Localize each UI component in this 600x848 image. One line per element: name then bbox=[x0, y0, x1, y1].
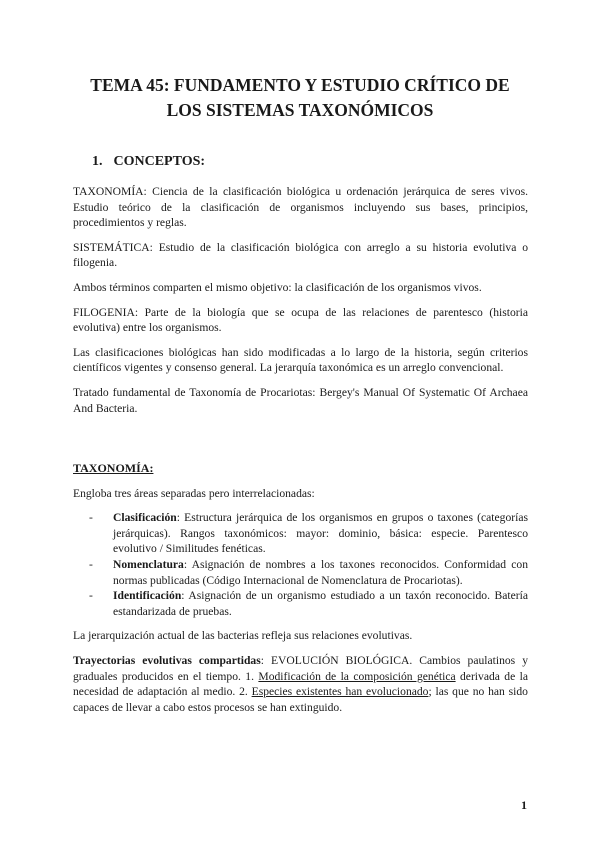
title-line-1: TEMA 45: FUNDAMENTO Y ESTUDIO CRÍTICO DE bbox=[90, 75, 510, 95]
section-heading-conceptos bbox=[92, 154, 205, 170]
taxonomia-heading: TAXONOMÍA: bbox=[73, 461, 154, 475]
conceptos-body bbox=[73, 184, 528, 425]
bullet-dash: - bbox=[89, 511, 93, 525]
bullet-dash: - bbox=[89, 557, 93, 571]
definition: : Asignación de nombres a los taxones reconocidos. Conformidad con normas publicadas (Código Internacional de Nomenclatura de Procariotas). bbox=[113, 557, 528, 587]
text-part: derivada de la necesidad de adaptación al medio. 2. bbox=[73, 669, 529, 699]
taxonomia-intro: Engloba tres áreas separadas pero interrelacionadas: bbox=[73, 486, 315, 500]
paragraph-tratado: Tratado fundamental de Taxonomía de Procariotas: Bergey's Manual Of Systematic Of Archaea And Bacteria. bbox=[73, 385, 528, 415]
page-title bbox=[60, 73, 540, 123]
definition: : Estructura jerárquica de los organismos en grupos o taxones (categorías jerárquicas). Rangos taxonómicos: mayor: dominio, básica: especie. Parentesco evolutivo / Similitudes fenéticas. bbox=[113, 511, 528, 556]
bullet-dash: - bbox=[89, 589, 93, 603]
section-number: 1. bbox=[92, 154, 103, 169]
list-item-clasificacion bbox=[73, 510, 528, 557]
term: Clasificación bbox=[113, 511, 177, 525]
taxonomia-section bbox=[73, 461, 528, 724]
paragraph-sistematica: SISTEMÁTICA: Estudio de la clasificación biológica con arreglo a su historia evolutiva o filogenia. bbox=[73, 240, 528, 270]
paragraph-trayectorias bbox=[73, 653, 528, 715]
underlined-text: Especies existentes han evolucionado bbox=[251, 685, 429, 699]
paragraph-taxonomia: TAXONOMÍA: Ciencia de la clasificación biológica u ordenación jerárquica de seres vivos. Estudio teórico de la clasificación de organismos incluyendo sus bases, principios, procedimientos y reglas. bbox=[73, 185, 528, 230]
term: Nomenclatura bbox=[113, 557, 184, 571]
text-part: ; las que no han sido capaces de llevar a cabo estos procesos se han extinguido. bbox=[73, 685, 528, 714]
list-item-nomenclatura bbox=[73, 557, 528, 588]
title-line-2: LOS SISTEMAS TAXONÓMICOS bbox=[166, 100, 434, 120]
page-number: 1 bbox=[521, 798, 527, 812]
taxonomia-list bbox=[73, 510, 528, 619]
definition: : Asignación de un organismo estudiado a un taxón reconocido. Batería estandarizada de pruebas. bbox=[113, 589, 528, 618]
list-item-identificacion bbox=[73, 588, 528, 619]
paragraph-jerarquizacion: La jerarquización actual de las bacterias refleja sus relaciones evolutivas. bbox=[73, 629, 413, 643]
paragraph-filogenia: FILOGENIA: Parte de la biología que se ocupa de las relaciones de parentesco (historia evolutiva) entre los organismos. bbox=[73, 305, 528, 335]
text-part: : EVOLUCIÓN BIOLÓGICA. Cambios paulatinos y graduales producidos en el tiempo. 1. bbox=[73, 653, 528, 683]
section-label: CONCEPTOS: bbox=[113, 154, 206, 169]
underlined-text: Modificación de la composición genética bbox=[258, 669, 456, 683]
term: Trayectorias evolutivas compartidas bbox=[73, 653, 261, 667]
paragraph-ambos: Ambos términos comparten el mismo objetivo: la clasificación de los organismos vivos. bbox=[73, 280, 482, 294]
paragraph-clasificaciones: Las clasificaciones biológicas han sido modificadas a lo largo de la historia, según criterios científicos vigentes y consenso general. La jerarquía taxonómica es un arreglo convencional. bbox=[73, 345, 528, 375]
term: Identificación bbox=[113, 589, 182, 603]
